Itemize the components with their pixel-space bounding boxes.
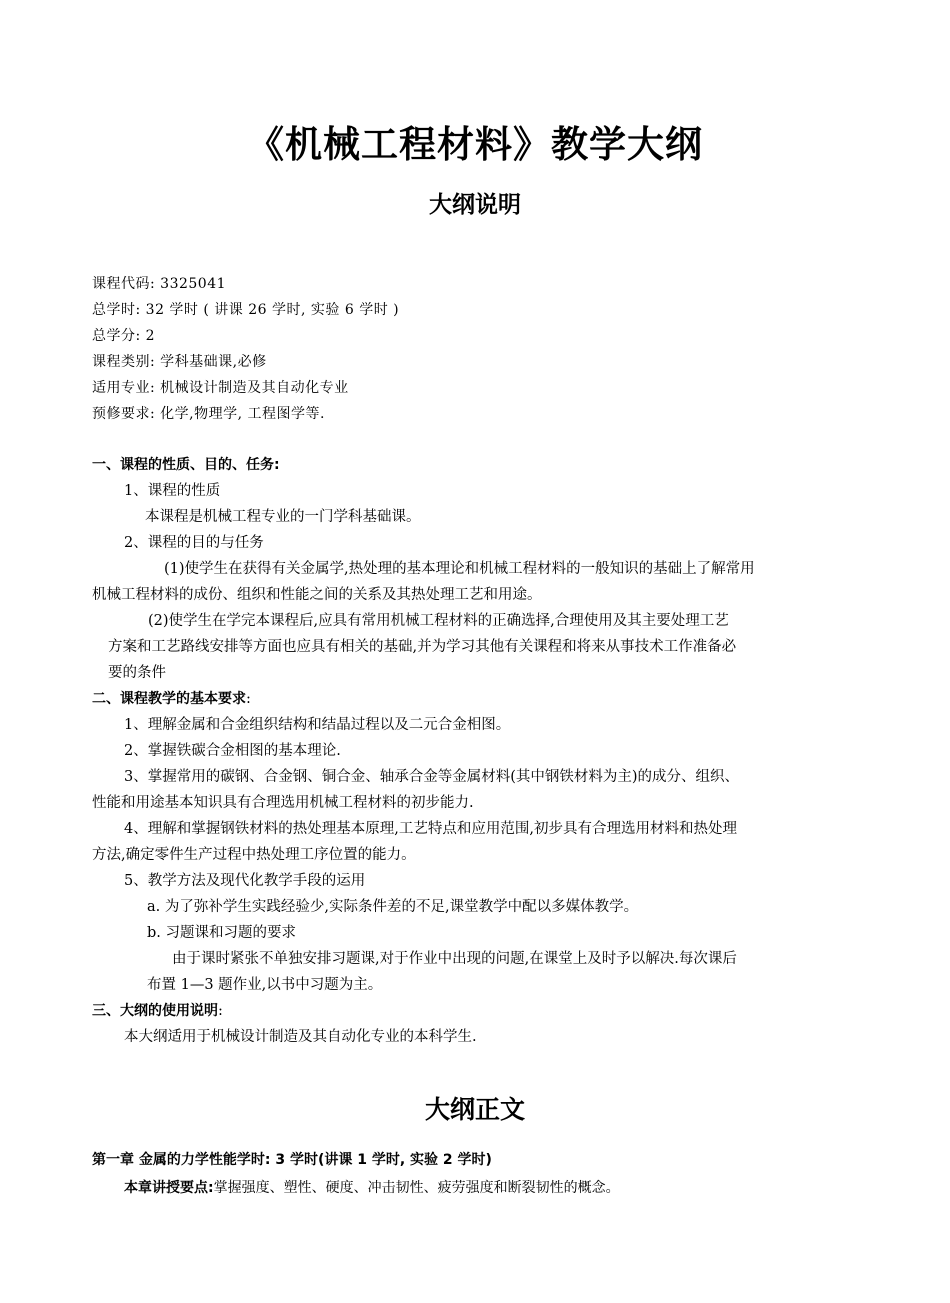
section-2-heading: 二、课程教学的基本要求 [92, 691, 246, 707]
heading-colon: : [246, 691, 251, 707]
section-3-heading-row [92, 998, 862, 1024]
section-1-item-2-title: 2、课程的目的与任务 [124, 535, 264, 551]
section-2-heading-row [92, 686, 862, 712]
applicable-major: 适用专业: 机械设计制造及其自动化专业 [92, 380, 349, 396]
heading-colon: : [218, 1003, 223, 1019]
section-1-heading: 一、课程的性质、目的、任务: [92, 457, 280, 473]
chapter-1-points-label: 本章讲授要点: [124, 1180, 214, 1196]
chapter-1 [92, 1146, 620, 1202]
paragraph-line: (2)使学生在学完本课程后,应具有常用机械工程材料的正确选择,合理使用及其主要处理工艺 [148, 613, 729, 629]
document-title: 《机械工程材料》教学大纲 [247, 123, 703, 166]
total-credits: 总学分: 2 [92, 328, 156, 344]
main-heading: 大纲正文 [424, 1095, 525, 1124]
paragraph-line: (1)使学生在获得有关金属学,热处理的基本理论和机械工程材料的一般知识的基础上了解常用 [164, 561, 755, 577]
section-3-text: 本大纲适用于机械设计制造及其自动化专业的本科学生. [124, 1029, 477, 1045]
chapter-1-title: 第一章 金属的力学性能学时: 3 学时(讲课 1 学时, 实验 2 学时) [92, 1152, 492, 1168]
requirement-4-line-2: 方法,确定零件生产过程中热处理工序位置的能力。 [92, 847, 416, 863]
chapter-1-points-text: 掌握强度、塑性、硬度、冲击韧性、疲劳强度和断裂韧性的概念。 [213, 1180, 620, 1196]
requirement-1: 1、理解金属和合金组织结构和结晶过程以及二元合金相图。 [124, 717, 511, 733]
course-info [92, 271, 399, 427]
outline-body [92, 452, 862, 1050]
requirement-3-line-2: 性能和用途基本知识具有合理选用机械工程材料的初步能力. [92, 795, 474, 811]
requirement-5b-line-2: 布置 1—3 题作业,以书中习题为主。 [147, 977, 383, 993]
total-hours: 总学时: 32 学时 ( 讲课 26 学时, 实验 6 学时 ) [92, 302, 400, 318]
outline-heading: 大纲说明 [429, 192, 521, 218]
section-3-heading: 三、大纲的使用说明 [92, 1003, 218, 1019]
course-category: 课程类别: 学科基础课,必修 [92, 354, 267, 370]
prerequisites: 预修要求: 化学,物理学, 工程图学等. [92, 406, 325, 422]
paragraph-line: 要的条件 [108, 665, 166, 681]
requirement-5b-line-1: 由于课时紧张不单独安排习题课,对于作业中出现的问题,在课堂上及时予以解决.每次课后 [172, 951, 737, 967]
chapter-1-points [92, 1174, 620, 1202]
requirement-5: 5、教学方法及现代化教学手段的运用 [124, 873, 366, 889]
requirement-4-line-1: 4、理解和掌握钢铁材料的热处理基本原理,工艺特点和应用范围,初步具有合理选用材料和热处理 [124, 821, 737, 837]
requirement-5b: b. 习题课和习题的要求 [147, 925, 296, 941]
paragraph-line: 方案和工艺路线安排等方面也应具有相关的基础,并为学习其他有关课程和将来从事技术工作准备必 [108, 639, 737, 655]
requirement-2: 2、掌握铁碳合金相图的基本理论. [124, 743, 341, 759]
section-1-item-1-title: 1、课程的性质 [124, 483, 221, 499]
requirement-5a: a. 为了弥补学生实践经验少,实际条件差的不足,课堂教学中配以多媒体教学。 [147, 899, 639, 915]
paragraph-line: 机械工程材料的成份、组织和性能之间的关系及其热处理工艺和用途。 [92, 587, 542, 603]
section-1-item-1-text: 本课程是机械工程专业的一门学科基础课。 [145, 509, 421, 525]
requirement-3-line-1: 3、掌握常用的碳钢、合金钢、铜合金、轴承合金等金属材料(其中钢铁材料为主)的成分、组织、 [124, 769, 740, 785]
course-code: 课程代码: 3325041 [92, 276, 227, 292]
